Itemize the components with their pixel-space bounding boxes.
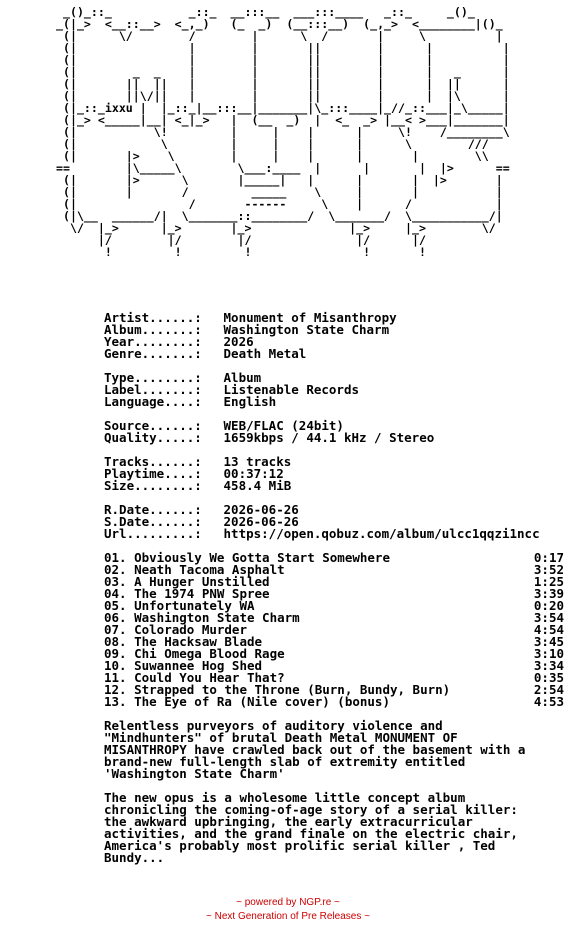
track-row: 06. Washington State Charm 3:54	[104, 610, 564, 625]
track-row: 02. Neath Tacoma Asphalt 3:52	[104, 562, 564, 577]
track-row: 03. A Hunger Unstilled 1:25	[104, 574, 564, 589]
tracklist	[104, 552, 564, 708]
field-type: Type........: Album	[104, 370, 262, 385]
quality-value: 1659kbps / 44.1 kHz / Stereo	[223, 430, 435, 445]
track-row: 08. The Hacksaw Blade 3:45	[104, 634, 564, 649]
type-value: Album	[223, 370, 262, 385]
field-language: Language....: English	[104, 394, 277, 409]
url-value[interactable]: https://open.qobuz.com/album/ulcc1qqzi1ncc	[223, 526, 540, 541]
field-tracks: Tracks......: 13 tracks	[104, 454, 292, 469]
field-genre: Genre.......: Death Metal	[104, 346, 307, 361]
sdate-value: 2026-06-26	[223, 514, 299, 529]
rdate-value: 2026-06-26	[223, 502, 299, 517]
ascii-art-logo: _()_::_ _::_ __:::__ ___:::____ _::_ _()_ _(|_> <__::__> <_,_) (_ _) (__:::__) (_,_> <________|()_ (| \/ / | \ / | \ | (| | | || | | | (| | | || | | | (| _ _ | | || | | _ | (| || || | | || | | || | (| ||\/|| | | || | | |\ | (|_::_ixxu | |_::_|__:::__|_______|\_:::____|_//_::___|_\_____| (|_> <_____|__| <_|_> | (__ _) | <_ _> |__< >___|_______| (| \! | | | | \! /________\ (| \ | | | | \ /// (| |> \ | | | | | \\ == |\_____\ \___:____ | | | |> == (| |> \ |_____| | | | |> | (| | / _____ \ | | | (| / ------ \ | / | (|\__ ______/| \_______::________/ \_______/ \___________/| \/ |_> |_> |_> |_> |_> \/ |/ |/ |/ |/ |/ ! ! ! ! !	[56, 5, 510, 259]
track-row: 11. Could You Hear That? 0:35	[104, 670, 564, 685]
field-quality: Quality.....: 1659kbps / 44.1 kHz / Stereo	[104, 430, 435, 445]
track-row: 05. Unfortunately WA 0:20	[104, 598, 564, 613]
track-row: 10. Suwannee Hog Shed 3:34	[104, 658, 564, 673]
track-row: 04. The 1974 PNW Spree 3:39	[104, 586, 564, 601]
field-label: Label.......: Listenable Records	[104, 382, 359, 397]
artist-value: Monument of Misanthropy	[223, 310, 397, 325]
track-row: 01. Obviously We Gotta Start Somewhere 0:17	[104, 550, 564, 565]
track-row: 09. Chi Omega Blood Rage 3:10	[104, 646, 564, 661]
language-value: English	[223, 394, 277, 409]
field-rdate: R.Date......: 2026-06-26	[104, 502, 299, 517]
label-value: Listenable Records	[223, 382, 359, 397]
size-value: 458.4 MiB	[223, 478, 292, 493]
field-artist: Artist......: Monument of Misanthropy	[104, 310, 397, 325]
field-playtime: Playtime....: 00:37:12	[104, 466, 284, 481]
field-size: Size........: 458.4 MiB	[104, 478, 292, 493]
footer-tagline: ~ Next Generation of Pre Releases ~	[206, 911, 370, 922]
tracks-value: 13 tracks	[223, 454, 292, 469]
field-sdate: S.Date......: 2026-06-26	[104, 514, 299, 529]
genre-value: Death Metal	[223, 346, 307, 361]
track-row: 12. Strapped to the Throne (Burn, Bundy, Burn) 2:54	[104, 682, 564, 697]
nfo-body	[104, 312, 564, 864]
year-value: 2026	[223, 334, 254, 349]
description-paragraph-2: The new opus is a wholesome little concept album chronicling the coming-of-age story of a serial killer: the awkward upbringing, the early extracurricular activities, and the grand finale on the electric chair, America's probably most prolific serial killer , Ted Bundy...	[104, 790, 518, 865]
field-source: Source......: WEB/FLAC (24bit)	[104, 418, 344, 433]
description-paragraph-1: Relentless purveyors of auditory violence and "Mindhunters" of brutal Death Metal MONUMENT OF MISANTHROPY have crawled back out of the basement with a brand-new full-length slab of extremity entitled 'Washington State Charm'	[104, 718, 526, 781]
field-url: Url.........: https://open.qobuz.com/album/ulcc1qqzi1ncc	[104, 526, 540, 541]
track-row: 13. The Eye of Ra (Nile cover) (bonus) 4:53	[104, 694, 564, 709]
track-row: 07. Colorado Murder 4:54	[104, 622, 564, 637]
field-year: Year........: 2026	[104, 334, 254, 349]
album-value: Washington State Charm	[223, 322, 390, 337]
playtime-value: 00:37:12	[223, 466, 284, 481]
source-value: WEB/FLAC (24bit)	[223, 418, 344, 433]
footer-powered-by: ~ powered by NGP.re ~	[236, 897, 340, 908]
field-album: Album.......: Washington State Charm	[104, 322, 390, 337]
